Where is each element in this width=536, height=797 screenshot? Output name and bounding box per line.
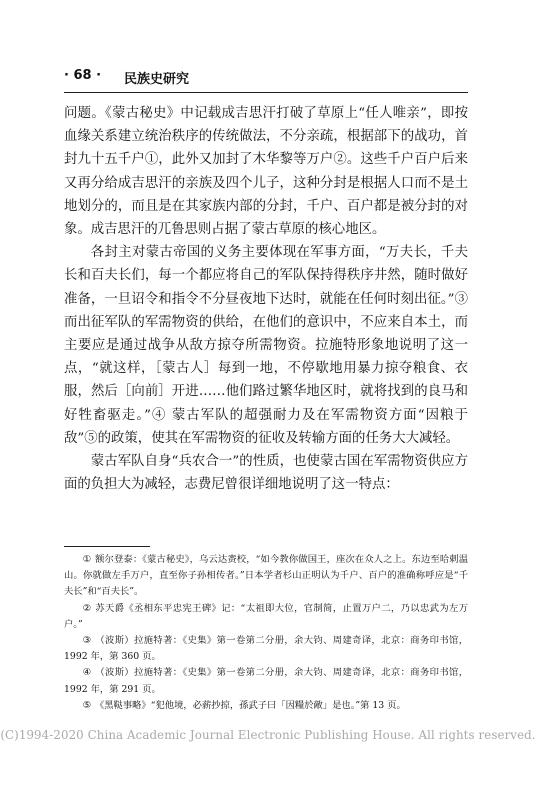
journal-title: 民族史研究 bbox=[124, 72, 190, 87]
footnote bbox=[64, 698, 468, 714]
header-rule bbox=[64, 92, 468, 93]
footnote-mark: ⑤ bbox=[82, 699, 91, 711]
footnote-text: 《黑鞑事略》“犯他境，必薪抄掠，孫武子曰「因糧於敵」是也。”第 13 页。 bbox=[94, 699, 406, 711]
footnote bbox=[64, 601, 468, 633]
footnote-text: （波斯）拉施特著：《史集》第一卷第二分册，余大钧、周建奇译，北京：商务印书馆，1992 年，第 360 页。 bbox=[64, 635, 468, 663]
footnote bbox=[64, 552, 468, 601]
footnote-rule bbox=[64, 546, 150, 547]
page-number: · 68 · bbox=[64, 68, 102, 83]
footnote-text: （波斯）拉施特著：《史集》第一卷第二分册，余大钧、周建奇译，北京：商务印书馆，1992 年，第 291 页。 bbox=[64, 667, 468, 695]
body-paragraph: 各封主对蒙古帝国的义务主要体现在军事方面，“万夫长，千夫长和百夫长们，每一个都应将自己的军队保持得秩序井然，随时做好准备，一旦诏令和指令不分昼夜地下达时，就能在任何时刻出征。”③ 而出征军队的军需物资的供给，在他们的意识中，不应来自本土，而主要应是通过战争从敌方掠夺所需物资。拉施特形象地说明了这一点，“就这样，［蒙古人］每到一地，不停歇地用暴力掠夺粮食、衣服，然后［向前］开进……他们路过繁华地区时，就将找到的良马和好牲畜驱走。”④ 蒙古军队的超强耐力及在军需物资方面“因粮于敌”⑤的政策，使其在军需物资的征收及转输方面的任务大大减轻。 bbox=[64, 245, 468, 446]
body-paragraph: 蒙古军队自身“兵农合一”的性质，也使蒙古国在军需物资供应方面的负担大为减轻，志费尼曾很详细地说明了这一特点： bbox=[64, 454, 468, 493]
running-header bbox=[64, 66, 472, 88]
footnote-text: 苏天爵《丞相东平忠宪王碑》记：“太祖即大位，官制简，止置万户二，乃以忠武为左万户。” bbox=[64, 602, 468, 630]
copyright-watermark: (C)1994-2020 China Academic Journal Electronic Publishing House. All rights reserved. bbox=[0, 728, 536, 742]
footnote bbox=[64, 633, 468, 665]
footnote-mark: ④ bbox=[82, 667, 92, 679]
footnote-mark: ③ bbox=[82, 635, 92, 647]
body-text bbox=[64, 102, 468, 496]
footnote-mark: ① bbox=[82, 554, 92, 565]
footnotes bbox=[64, 552, 468, 714]
footnote-mark: ② bbox=[82, 602, 92, 614]
footnote bbox=[64, 665, 468, 697]
body-paragraph: 问题。《蒙古秘史》中记载成吉思汗打破了草原上“任人唯亲”，即按血缘关系建立统治秩序的传统做法，不分亲疏，根据部下的战功，首封九十五千户①，此外又加封了木华黎等万户②。这些千户百户后来又再分给成吉思汗的亲族及四个儿子，这种分封是根据人口而不是土地划分的，而且是在其家族内部的分封，千户、百户都是被分封的对象。成吉思汗的兀鲁思则占据了蒙古草原的核心地区。 bbox=[64, 106, 468, 238]
footnote-text: 额尔登泰：《蒙古秘史》，乌云达赉校，“如今教你做国王，座次在众人之上。东边至哈剌温山。你就做左手万户，直至你子孙相传者。”日本学者杉山正明认为千户、百户的准确称呼应是“千夫长”和“百夫长”。 bbox=[64, 554, 468, 598]
